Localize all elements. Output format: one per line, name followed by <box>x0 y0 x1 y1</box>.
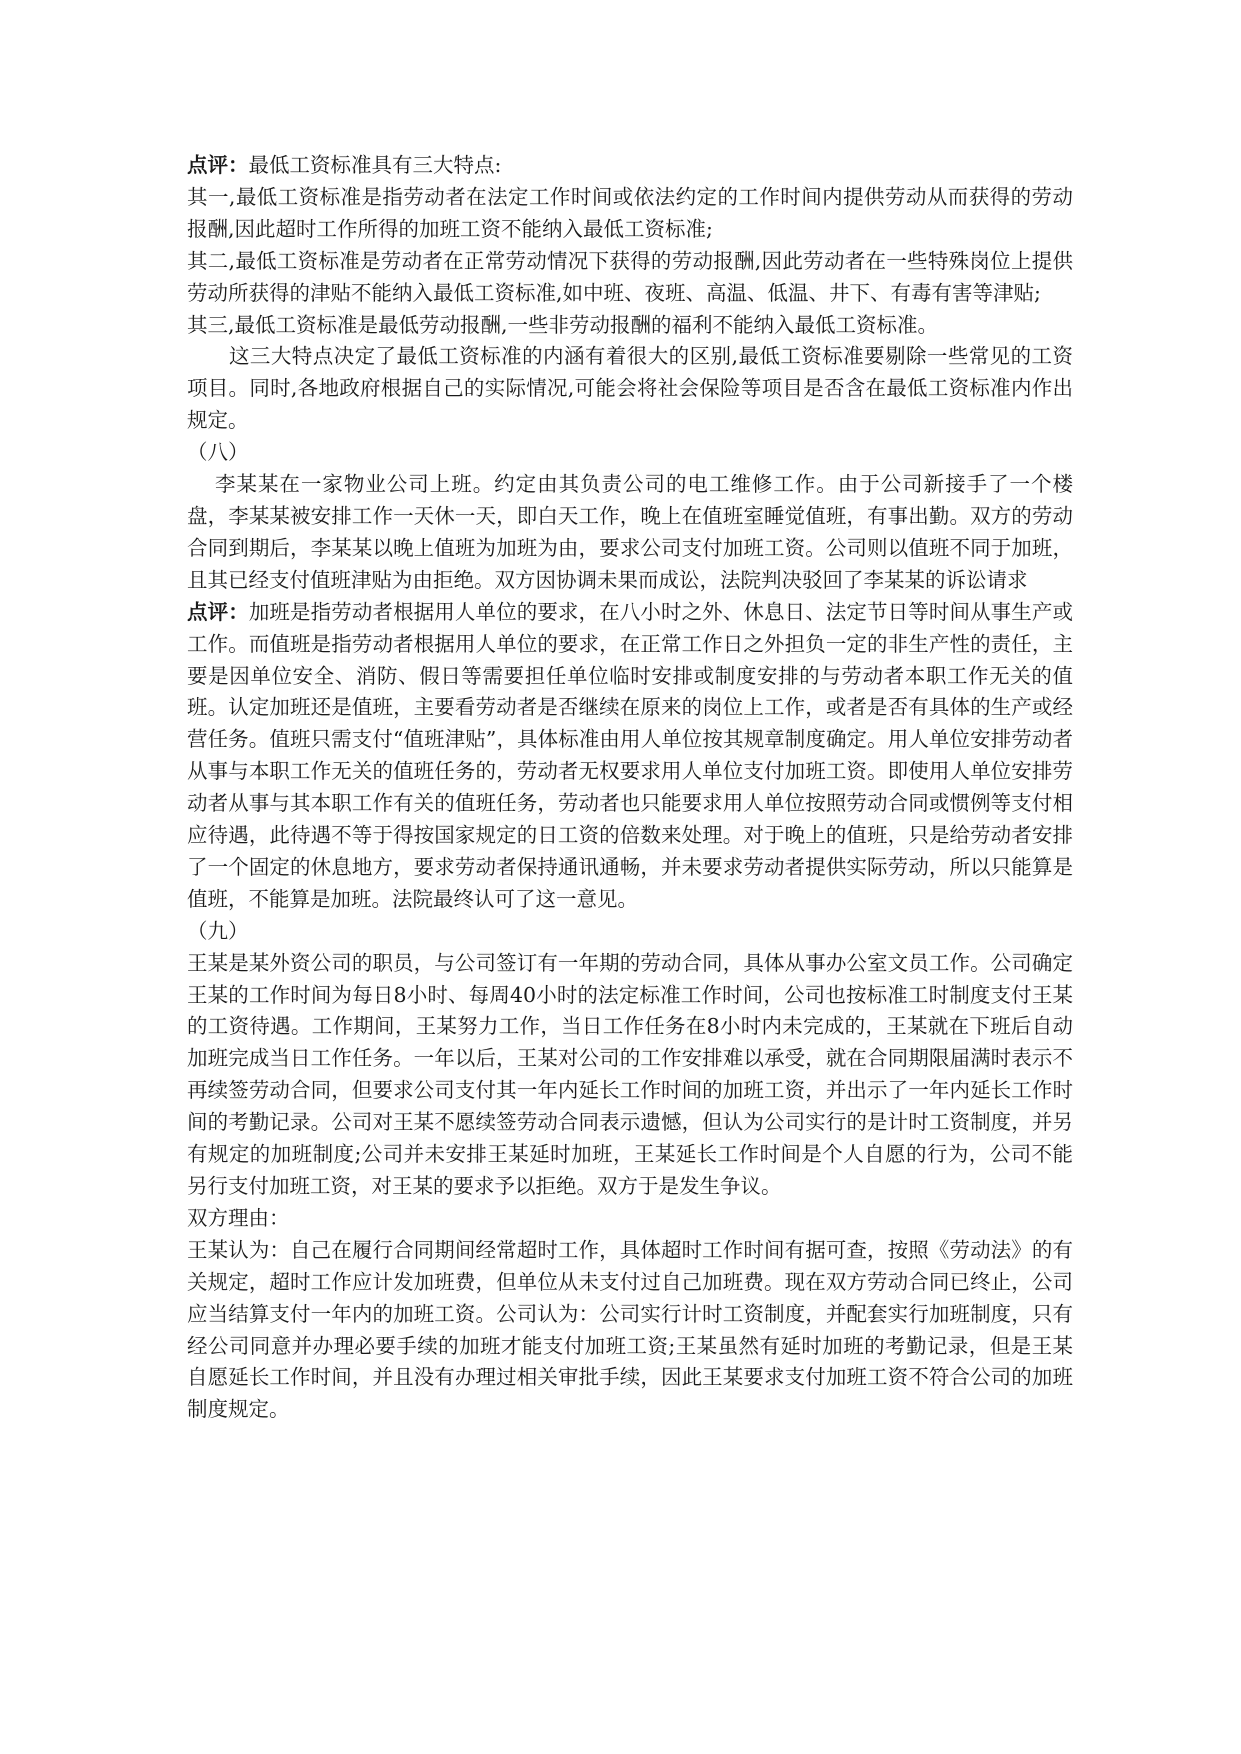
reasons-heading: 双方理由： <box>187 1205 290 1230</box>
comment-label: 点评： <box>187 153 249 177</box>
section-heading-8: （八） <box>187 440 249 465</box>
point-three: 其三,最低工资标准是最低劳动报酬,一些非劳动报酬的福利不能纳入最低工资标准。 <box>187 312 939 337</box>
point-one: 其一,最低工资标准是指劳动者在法定工作时间或依法约定的工作时间内提供劳动从而获得的劳动报酬,因此超时工作所得的加班工资不能纳入最低工资标准; <box>187 184 1073 241</box>
document-body <box>187 150 1073 1426</box>
case-8-paragraph: 李某某在一家物业公司上班。约定由其负责公司的电工维修工作。由于公司新接手了一个楼盘，李某某被安排工作一天休一天，即白天工作，晚上在值班室睡觉值班，有事出勤。双方的劳动合同到期后，李某某以晚上值班为加班为由，要求公司支付加班工资。公司则以值班不同于加班，且其已经支付值班津贴为由拒绝。双方因协调未果而成讼，法院判决驳回了李某某的诉讼请求 <box>187 472 1073 592</box>
comment-text: 最低工资标准具有三大特点: <box>248 153 502 177</box>
comment-paragraph-1 <box>187 150 1073 182</box>
reasons-paragraph: 王某认为：自己在履行合同期间经常超时工作，具体超时工作时间有据可查，按照《劳动法》的有关规定，超时工作应计发加班费，但单位从未支付过自己加班费。现在双方劳动合同已终止，公司应当结算支付一年内的加班工资。公司认为：公司实行计时工资制度，并配套实行加班制度，只有经公司同意并办理必要手续的加班才能支付加班工资;王某虽然有延时加班的考勤记录，但是王某自愿延长工作时间，并且没有办理过相关审批手续，因此王某要求支付加班工资不符合公司的加班制度规定。 <box>187 1237 1073 1422</box>
comment-label: 点评： <box>187 599 249 624</box>
section-heading-9: （九） <box>187 918 249 943</box>
point-two: 其二,最低工资标准是劳动者在正常劳动情况下获得的劳动报酬,因此劳动者在一些特殊岗位上提供劳动所获得的津贴不能纳入最低工资标准,如中班、夜班、高温、低温、井下、有毒有害等津贴; <box>187 248 1073 305</box>
comment-text: 加班是指劳动者根据用人单位的要求，在八小时之外、休息日、法定节日等时间从事生产或工作。而值班是指劳动者根据用人单位的要求，在正常工作日之外担负一定的非生产性的责任，主要是因单位安全、消防、假日等需要担任单位临时安排或制度安排的与劳动者本职工作无关的值班。认定加班还是值班，主要看劳动者是否继续在原来的岗位上工作，或者是否有具体的生产或经营任务。值班只需支付“值班津贴”，具体标准由用人单位按其规章制度确定。用人单位安排劳动者从事与本职工作无关的值班任务的，劳动者无权要求用人单位支付加班工资。即使用人单位安排劳动者从事与其本职工作有关的值班任务，劳动者也只能要求用人单位按照劳动合同或惯例等支付相应待遇，此待遇不等于得按国家规定的日工资的倍数来处理。对于晚上的值班，只是给劳动者安排了一个固定的休息地方，要求劳动者保持通讯通畅，并未要求劳动者提供实际劳动，所以只能算是值班，不能算是加班。法院最终认可了这一意见。 <box>187 599 1074 911</box>
case-9-paragraph: 王某是某外资公司的职员，与公司签订有一年期的劳动合同，具体从事办公室文员工作。公司确定王某的工作时间为每日8小时、每周40小时的法定标准工作时间，公司也按标准工时制度支付王某的工资待遇。工作期间，王某努力工作，当日工作任务在8小时内未完成的，王某就在下班后自动加班完成当日工作任务。一年以后，王某对公司的工作安排难以承受，就在合同期限届满时表示不再续签劳动合同，但要求公司支付其一年内延长工作时间的加班工资，并出示了一年内延长工作时间的考勤记录。公司对王某不愿续签劳动合同表示遗憾，但认为公司实行的是计时工资制度，并另有规定的加班制度;公司并未安排王某延时加班，王某延长工作时间是个人自愿的行为，公司不能另行支付加班工资，对王某的要求予以拒绝。双方于是发生争议。 <box>187 950 1073 1198</box>
summary-paragraph: 这三大特点决定了最低工资标准的内涵有着很大的区别,最低工资标准要剔除一些常见的工资项目。同时,各地政府根据自己的实际情况,可能会将社会保险等项目是否含在最低工资标准内作出规定。 <box>187 344 1073 433</box>
comment-paragraph-2 <box>187 597 1073 916</box>
